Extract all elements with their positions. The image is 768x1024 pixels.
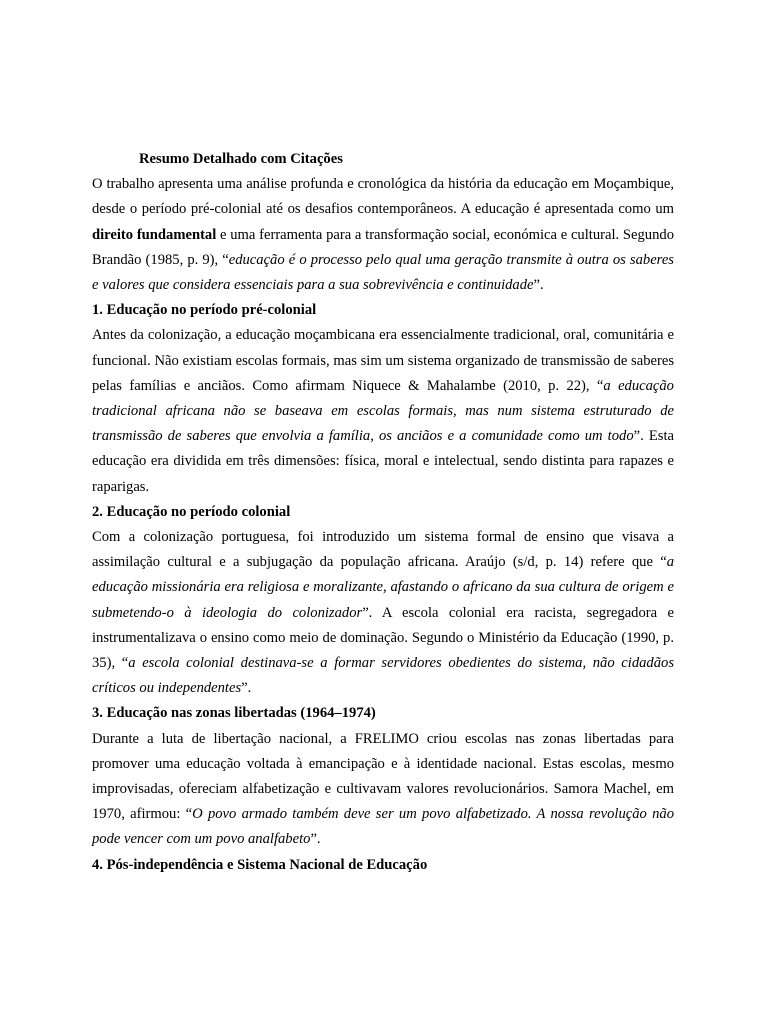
s2-text-2: ”. A escola colonial era racista, segregadora e instrumentalizava o ensino como meio de dominação. Segundo o Ministério da Educação (1990, p. 35), “ [92, 604, 674, 672]
s1-quote: a educação tradicional africana não se baseava em escolas formais, mas num sistema estruturado de transmissão de saberes que envolvia a família, os anciãos e a comunidade como um todo [92, 377, 674, 445]
s1-text-1: Antes da colonização, a educação moçambicana era essencialmente tradicional, oral, comunitária e funcional. Não existiam escolas formais, mas sim um sistema organizado de transmissão de saberes pelas famílias e anciãos. Como afirmam Niquece & Mahalambe (2010, p. 22), “ [92, 327, 674, 394]
section-1-paragraph [92, 323, 674, 499]
section-3-heading: 3. Educação nas zonas libertadas (1964–1974) [92, 705, 376, 722]
s3-quote: O povo armado também deve ser um povo alfabetizado. A nossa revolução não pode vencer com um povo analfabeto [92, 806, 674, 848]
s1-text-2: ”. Esta educação era dividida em três dimensões: física, moral e intelectual, sendo distinta para rapazes e raparigas. [92, 428, 674, 495]
intro-quote: educação é o processo pelo qual uma geração transmite à outra os saberes e valores que considera essenciais para a sua sobrevivência e continuidade [92, 251, 674, 294]
s3-text-2: ”. [310, 831, 321, 848]
intro-bold-term: direito fundamental [92, 226, 217, 243]
section-1-heading: 1. Educação no período pré-colonial [92, 302, 317, 319]
s2-quote-2: a escola colonial destinava-se a formar servidores obedientes do sistema, não cidadãos críticos ou independentes [92, 655, 674, 697]
intro-text-1: O trabalho apresenta uma análise profunda e cronológica da história da educação em Moçambique, desde o período pré-colonial até os desafios contemporâneos. A educação é apresentada como um [92, 176, 674, 218]
s2-text-3: ”. [241, 680, 252, 697]
section-2-paragraph [92, 525, 674, 701]
s2-quote-1: a educação missionária era religiosa e moralizante, afastando o africano da sua cultura de origem e submetendo-o à ideologia do colonizador [92, 554, 674, 621]
s2-text-1: Com a colonização portuguesa, foi introduzido um sistema formal de ensino que visava a assimilação cultural e a subjugação da população africana. Araújo (s/d, p. 14) refere que “ [92, 529, 674, 571]
intro-text-2: e uma ferramenta para a transformação social, económica e cultural. Segundo Brandão (1985, p. 9), “ [92, 226, 674, 268]
document-title: Resumo Detalhado com Citações [139, 151, 343, 167]
section-2-heading: 2. Educação no período colonial [92, 503, 291, 520]
intro-text-3: ”. [533, 277, 544, 294]
section-4-heading: 4. Pós-independência e Sistema Nacional de Educação [92, 856, 428, 873]
s3-text-1: Durante a luta de libertação nacional, a FRELIMO criou escolas nas zonas libertadas para promover uma educação voltada à emancipação e à identidade nacional. Estas escolas, mesmo improvisadas, ofereciam alfabetização e cultivavam valores revolucionários. Samora Machel, em 1970, afirmou: “ [92, 730, 674, 823]
intro-paragraph [92, 172, 674, 298]
document-page [92, 147, 674, 878]
section-3-paragraph [92, 727, 674, 853]
